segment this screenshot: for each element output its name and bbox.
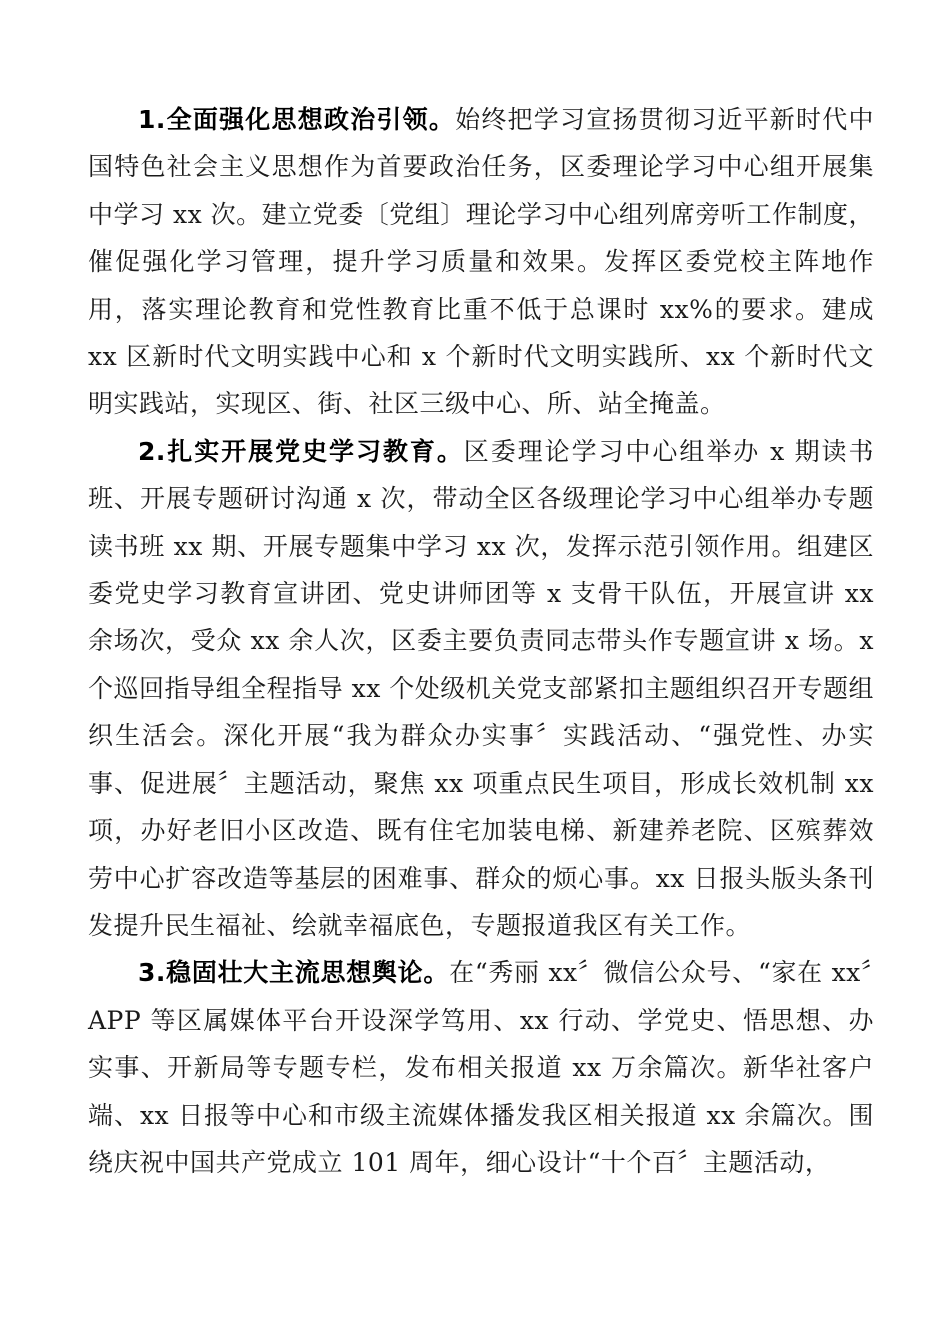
paragraph-3 — [88, 949, 874, 1186]
paragraph-heading: 3.稳固壮大主流思想舆论。 — [138, 958, 450, 988]
paragraph-1 — [88, 96, 874, 428]
paragraph-body: 在“秀丽 xx〞微信公众号、“家在 xx〞APP 等区属媒体平台开设深学笃用、xx 行动、学党史、悟思想、办实事、开新局等专题专栏，发布相关报道 xx 万余篇次。新华社客户端、xx 日报等中心和市级主流媒体播发我区相关报道 xx 余篇次。围绕庆祝中国共产党成立 101 周年，细心设计“十个百〞主题活动， — [88, 958, 874, 1177]
paragraph-body: 区委理论学习中心组举办 x 期读书班、开展专题研讨沟通 x 次，带动全区各级理论学习中心组举办专题读书班 xx 期、开展专题集中学习 xx 次，发挥示范引领作用。组建区委党史学习教育宣讲团、党史讲师团等 x 支骨干队伍，开展宣讲 xx 余场次，受众 xx 余人次，区委主要负责同志带头作专题宣讲 x 场。x 个巡回指导组全程指导 xx 个处级机关党支部紧扣主题组织召开专题组织生活会。深化开展“我为群众办实事〞实践活动、“强党性、办实事、促进展〞主题活动，聚焦 xx 项重点民生项目，形成长效机制 xx 项，办好老旧小区改造、既有住宅加装电梯、新建养老院、区殡葬效劳中心扩容改造等基层的困难事、群众的烦心事。xx 日报头版头条刊发提升民生福祉、绘就幸福底色，专题报道我区有关工作。 — [88, 436, 874, 940]
paragraph-heading: 2.扎实开展党史学习教育。 — [138, 436, 464, 466]
paragraph-body: 始终把学习宣扬贯彻习近平新时代中国特色社会主义思想作为首要政治任务，区委理论学习中心组开展集中学习 xx 次。建立党委〔党组〕理论学习中心组列席旁听工作制度，催促强化学习管理，提升学习质量和效果。发挥区委党校主阵地作用，落实理论教育和党性教育比重不低于总课时 xx%的要求。建成 xx 区新时代文明实践中心和 x 个新时代文明实践所、xx 个新时代文明实践站，实现区、街、社区三级中心、所、站全掩盖。 — [88, 105, 874, 419]
paragraph-heading: 1.全面强化思想政治引领。 — [138, 105, 456, 134]
paragraph-2 — [88, 428, 874, 949]
document-page — [88, 96, 874, 1186]
